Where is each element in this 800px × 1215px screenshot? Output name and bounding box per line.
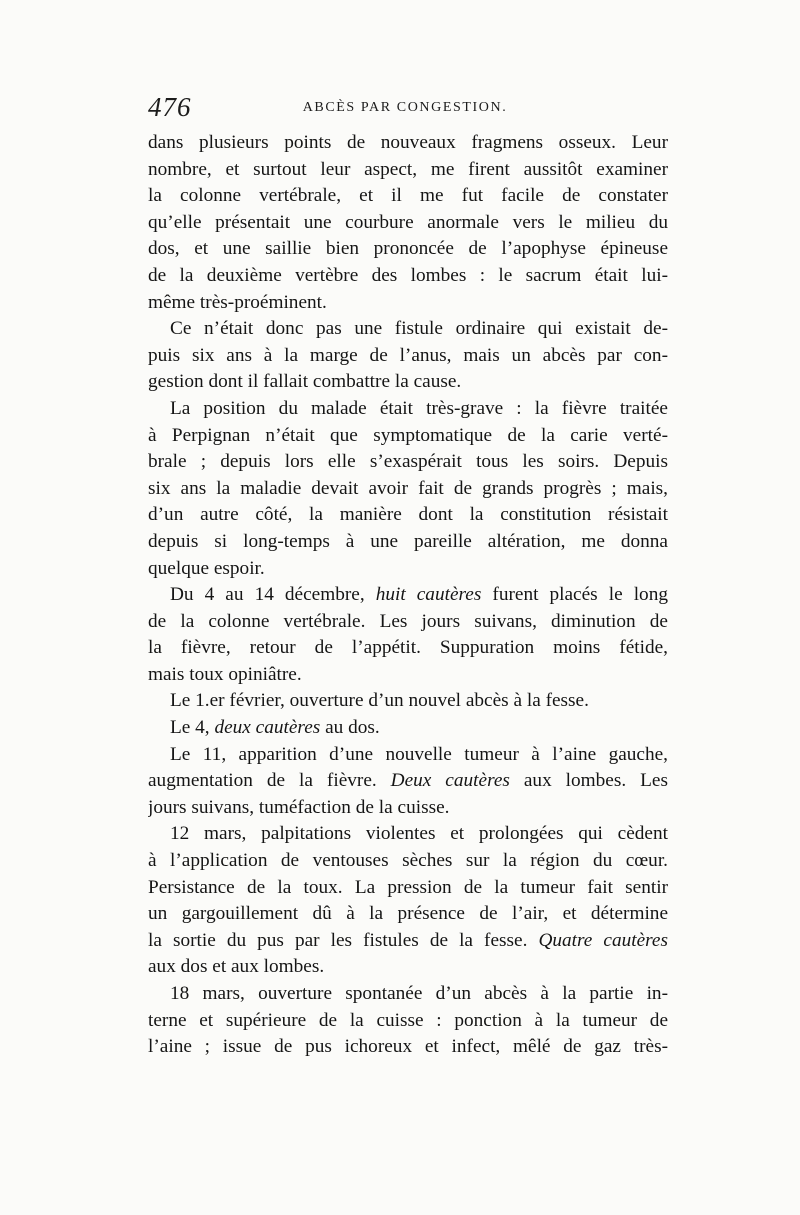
text-segment: Le 4, (170, 717, 215, 739)
text-line: Le 1.er février, ouverture d’un nouvel abcès à la fesse. (170, 690, 589, 712)
text-line: à l’application de ventouses sèches sur la région du cœur. (148, 850, 668, 872)
text-line: Persistance de la toux. La pression de la tumeur fait sentir (148, 876, 668, 898)
text-line: de la deuxième vertèbre des lombes : le sacrum était lui- (148, 264, 668, 286)
text-line: Le 11, apparition d’une nouvelle tumeur à l’aine gauche, (170, 743, 668, 765)
text-line: qu’elle présentait une courbure anormale vers le milieu du (148, 211, 668, 233)
italic-segment: Deux cautères (390, 770, 510, 792)
text-segment: furent placés le long (481, 584, 668, 606)
text-line: d’un autre côté, la manière dont la constitution résistait (148, 504, 668, 526)
text-line: 18 mars, ouverture spontanée d’un abcès à la partie in- (170, 983, 668, 1004)
text-line: depuis si long-temps à une pareille altération, me donna (148, 530, 668, 552)
text-segment: au dos. (320, 717, 380, 739)
text-line: Ce n’était donc pas une fistule ordinaire qui existait de- (170, 318, 668, 340)
running-title: ABCÈS PAR CONGESTION. (302, 100, 508, 115)
text-line: la fièvre, retour de l’appétit. Suppuration moins fétide, (148, 637, 668, 659)
text-line: brale ; depuis lors elle s’exaspérait tous les soirs. Depuis (148, 451, 668, 473)
text-line: même très-proéminent. (148, 291, 327, 313)
text-line (148, 582, 668, 609)
text-line: quelque espoir. (148, 557, 265, 579)
italic-segment: huit cautères (375, 584, 482, 606)
italic-segment: deux cautères (214, 717, 321, 739)
text-line: un gargouillement dû à la présence de l’air, et détermine (148, 903, 668, 925)
text-line: de la colonne vertébrale. Les jours suivans, diminution de (148, 610, 668, 632)
text-line: puis six ans à la marge de l’anus, mais un abcès par con- (148, 344, 668, 366)
text-line: 12 mars, palpitations violentes et prolongées qui cèdent (170, 823, 668, 845)
text-line: six ans la maladie devait avoir fait de grands progrès ; mais, (148, 477, 668, 499)
text-segment: la sortie du pus par les fistules de la fesse. (148, 929, 539, 951)
text-segment: Du 4 au 14 décembre, (170, 584, 376, 606)
page-number: 476 (148, 92, 192, 122)
text-line: jours suivans, tuméfaction de la cuisse. (148, 796, 450, 818)
text-line: terne et supérieure de la cuisse : ponction à la tumeur de (148, 1009, 668, 1031)
text-line: nombre, et surtout leur aspect, me firent aussitôt examiner (148, 158, 668, 180)
text-line: dos, et une saillie bien prononcée de l’apophyse épineuse (148, 238, 668, 260)
text-line: aux dos et aux lombes. (148, 956, 325, 978)
text-line: gestion dont il fallait combattre la cause. (148, 371, 462, 393)
text-segment: aux lombes. Les (509, 770, 668, 792)
text-line (148, 768, 668, 795)
text-segment: augmentation de la fièvre. (148, 770, 391, 792)
text-line: La position du malade était très-grave : la fièvre traitée (170, 397, 668, 419)
page-header (140, 92, 670, 126)
body-text (148, 130, 668, 1061)
text-line: la colonne vertébrale, et il me fut facile de constater (148, 185, 668, 207)
text-line: à Perpignan n’était que symptomatique de la carie verté- (148, 424, 668, 446)
text-line: dans plusieurs points de nouveaux fragmens osseux. Leur (148, 132, 668, 153)
text-line: l’aine ; issue de pus ichoreux et infect, mêlé de gaz très- (148, 1036, 668, 1058)
text-line: mais toux opiniâtre. (148, 663, 302, 685)
italic-segment: Quatre cautères (538, 929, 668, 951)
text-line (148, 715, 668, 742)
text-line (148, 928, 668, 955)
